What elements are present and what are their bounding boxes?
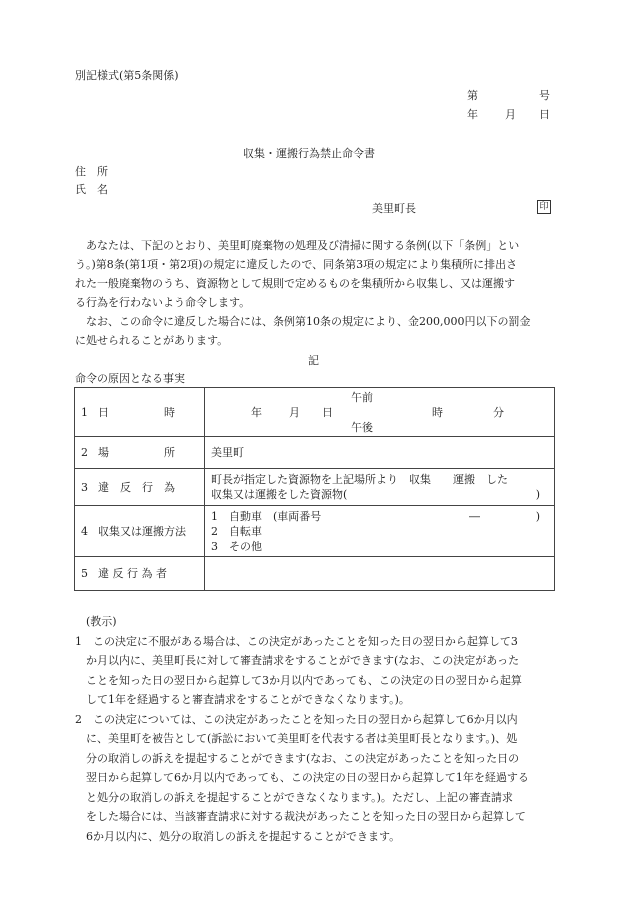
- note-line: 翌日から起算して6か月以内であっても、この決定の日の翌日から起算して1年を経過する: [86, 771, 529, 784]
- method-cell: [205, 506, 555, 557]
- body-line: に処せられることがあります。: [75, 334, 229, 347]
- violation-material: 収集又は運搬をした資源物(: [211, 488, 348, 501]
- note-line: して1年を経過すると審査請求をすることができなくなります。)。: [86, 693, 410, 706]
- body-line: あなたは、下記のとおり、美里町廃棄物の処理及び清掃に関する条例(以下「条例」とい: [86, 239, 520, 252]
- plate-dash: ―: [469, 509, 480, 523]
- body-line: う。)第8条(第1項・第2項)の規定に違反したので、同条第3項の規定により集積所に排出さ: [75, 258, 518, 271]
- body-line: れた一般廃棄物のうち、資源物として規則で定めるものを集積所から収集し、又は運搬す: [75, 277, 515, 290]
- violation-cell: [205, 469, 555, 506]
- method-option-other: 3 その他: [211, 539, 262, 553]
- row-number: 4: [81, 524, 88, 538]
- am-label: 午前: [351, 391, 373, 404]
- row-number: 3: [81, 480, 88, 494]
- table-row: [75, 388, 555, 437]
- note-line: 2 この決定については、この決定があったことを知った日の翌日から起算して6か月以内: [75, 712, 518, 726]
- instructions: [75, 612, 557, 846]
- violation-line: 町長が指定した資源物を上記場所より 収集 運搬 した: [211, 473, 508, 486]
- body-line: る行為を行わないよう命令します。: [75, 296, 251, 309]
- row-label-violation: [75, 469, 205, 506]
- order-body: [75, 236, 555, 350]
- date-day: 日: [539, 108, 550, 121]
- year-label: 年: [251, 406, 262, 419]
- facts-table: [74, 387, 555, 591]
- method-option-bicycle: 2 自転車: [211, 524, 262, 538]
- hour-label: 時: [432, 406, 443, 419]
- ki-heading: 記: [308, 354, 319, 367]
- address-label: 住 所: [75, 165, 108, 178]
- row-label-datetime: [75, 388, 205, 437]
- note-line: ことを知った日の翌日から起算して3か月以内であっても、この決定の日の翌日から起算: [86, 673, 522, 687]
- pm-label: 午後: [351, 421, 373, 434]
- minute-label: 分: [493, 406, 504, 419]
- row-number: 2: [81, 446, 88, 459]
- table-row: [75, 557, 555, 591]
- place-value: 美里町: [205, 437, 555, 469]
- datetime-cell: [205, 388, 555, 437]
- note-line: か月以内に、美里町長に対して審査請求をすることができます(なお、この決定があった: [86, 654, 520, 667]
- violator-value: [205, 557, 555, 591]
- issuer-name: 美里町長: [372, 202, 416, 215]
- row-label-text: 場 所: [98, 446, 175, 459]
- row-label-method: [75, 506, 205, 557]
- note-line: と処分の取消しの訴えを提起することができなくなります。)。ただし、上記の審査請求: [86, 790, 513, 804]
- date-year: 年: [467, 108, 478, 121]
- row-number: 5: [81, 567, 88, 580]
- facts-caption: 命令の原因となる事実: [75, 372, 185, 385]
- close-paren: ): [535, 509, 540, 523]
- table-row: [75, 437, 555, 469]
- row-label-text: 日 時: [98, 405, 175, 419]
- number-go: 号: [539, 89, 550, 102]
- note-line: をした場合には、当該審査請求に対する裁決があったことを知った日の翌日から起算して: [86, 810, 526, 823]
- row-label-violator: [75, 557, 205, 591]
- document-title: 収集・運搬行為禁止命令書: [243, 147, 375, 160]
- date-month: 月: [505, 108, 516, 121]
- note-line: 6か月以内に、処分の取消しの訴えを提起することができます。: [86, 829, 401, 843]
- note-line: 分の取消しの訴えを提起することができます(なお、この決定があったことを知った日の: [86, 751, 520, 765]
- form-label: 別記様式(第5条関係): [75, 69, 179, 82]
- close-paren: ): [535, 488, 540, 501]
- note-line: に、美里町を被告として(訴訟において美里町を代表する者は美里町長となります。)、処: [86, 732, 518, 745]
- row-label-place: [75, 437, 205, 469]
- body-line: なお、この命令に違反した場合には、条例第10条の規定により、金200,000円以下の罰金: [86, 315, 531, 328]
- table-row: [75, 506, 555, 557]
- row-label-text: 違 反 行 為: [98, 480, 175, 494]
- table-row: [75, 469, 555, 506]
- number-dai: 第: [467, 89, 478, 102]
- note-line: 1 この決定に不服がある場合は、この決定があったことを知った日の翌日から起算して3: [75, 634, 518, 648]
- seal-mark: 印: [537, 200, 551, 214]
- day-label: 日: [322, 406, 333, 419]
- month-label: 月: [289, 406, 300, 419]
- row-label-text: 違 反 行 為 者: [98, 567, 167, 580]
- name-label: 氏 名: [75, 183, 108, 196]
- row-label-text: 収集又は運搬方法: [98, 524, 186, 538]
- method-option-car: 1 自動車 (車両番号: [211, 509, 322, 523]
- row-number: 1: [81, 405, 88, 419]
- instructions-heading: (教示): [86, 615, 117, 628]
